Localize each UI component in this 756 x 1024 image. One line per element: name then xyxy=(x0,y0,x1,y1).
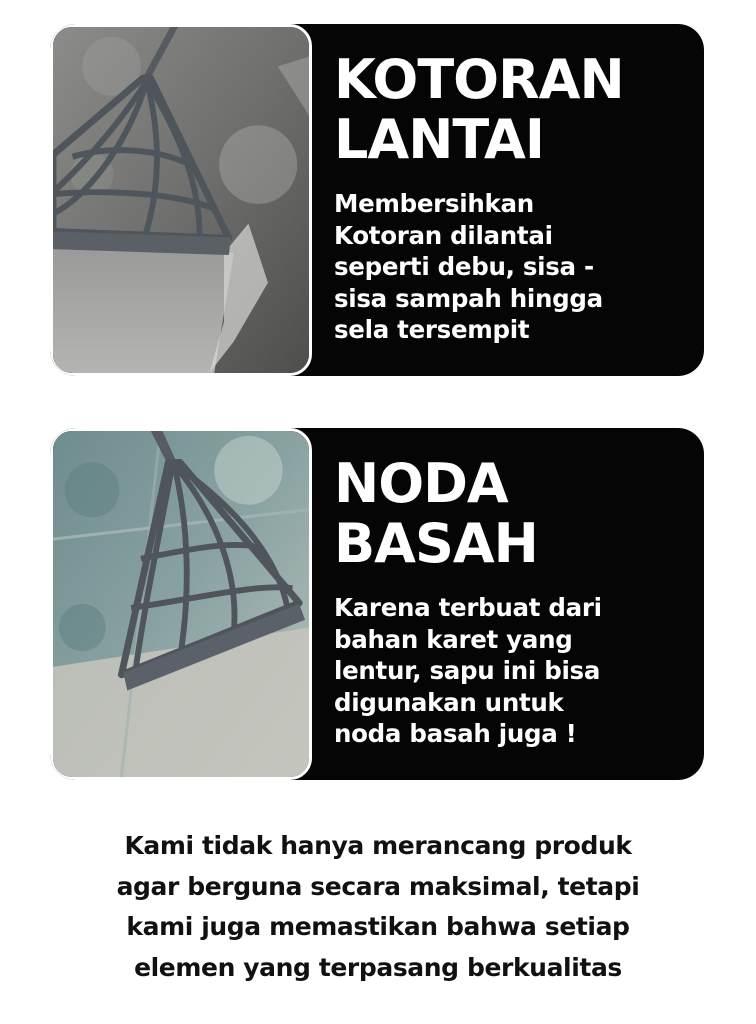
card-text xyxy=(334,454,690,750)
card-description-line: lentur, sapu ini bisa xyxy=(334,656,601,685)
card-description-line: bahan karet yang xyxy=(334,624,573,654)
card-title xyxy=(334,50,690,170)
card-description-line: Membersihkan xyxy=(334,189,534,218)
card-title-line: BASAH xyxy=(334,512,538,575)
card-description xyxy=(334,188,690,346)
card-description-line: noda basah juga ! xyxy=(334,719,577,748)
card-text xyxy=(334,50,690,346)
broom-wet-floor-photo xyxy=(50,428,312,780)
card-description-line: Karena terbuat dari xyxy=(334,593,602,622)
feature-card-floor-dirt xyxy=(50,24,704,376)
card-description-line: seperti debu, sisa - xyxy=(334,252,594,281)
closing-statement-line: agar berguna secara maksimal, tetapi xyxy=(116,871,640,901)
card-description-line: Kotoran dilantai xyxy=(334,220,553,250)
card-description-line: sisa sampah hingga xyxy=(334,283,603,313)
card-title-line: LANTAI xyxy=(334,108,544,171)
closing-statement-line: Kami tidak hanya merancang produk xyxy=(124,831,632,860)
closing-statement-line: elemen yang terpasang berkualitas xyxy=(134,952,622,982)
card-title xyxy=(334,454,690,574)
card-description-line: sela tersempit xyxy=(334,315,530,344)
closing-statement-line: kami juga memastikan bahwa setiap xyxy=(126,912,630,941)
feature-card-wet-stain xyxy=(50,428,704,780)
card-title-line: KOTORAN xyxy=(334,48,624,111)
closing-statement xyxy=(0,826,756,988)
card-description xyxy=(334,592,690,750)
broom-dusty-floor-photo xyxy=(50,24,312,376)
card-title-line: NODA xyxy=(334,452,508,515)
card-description-line: digunakan untuk xyxy=(334,687,564,717)
